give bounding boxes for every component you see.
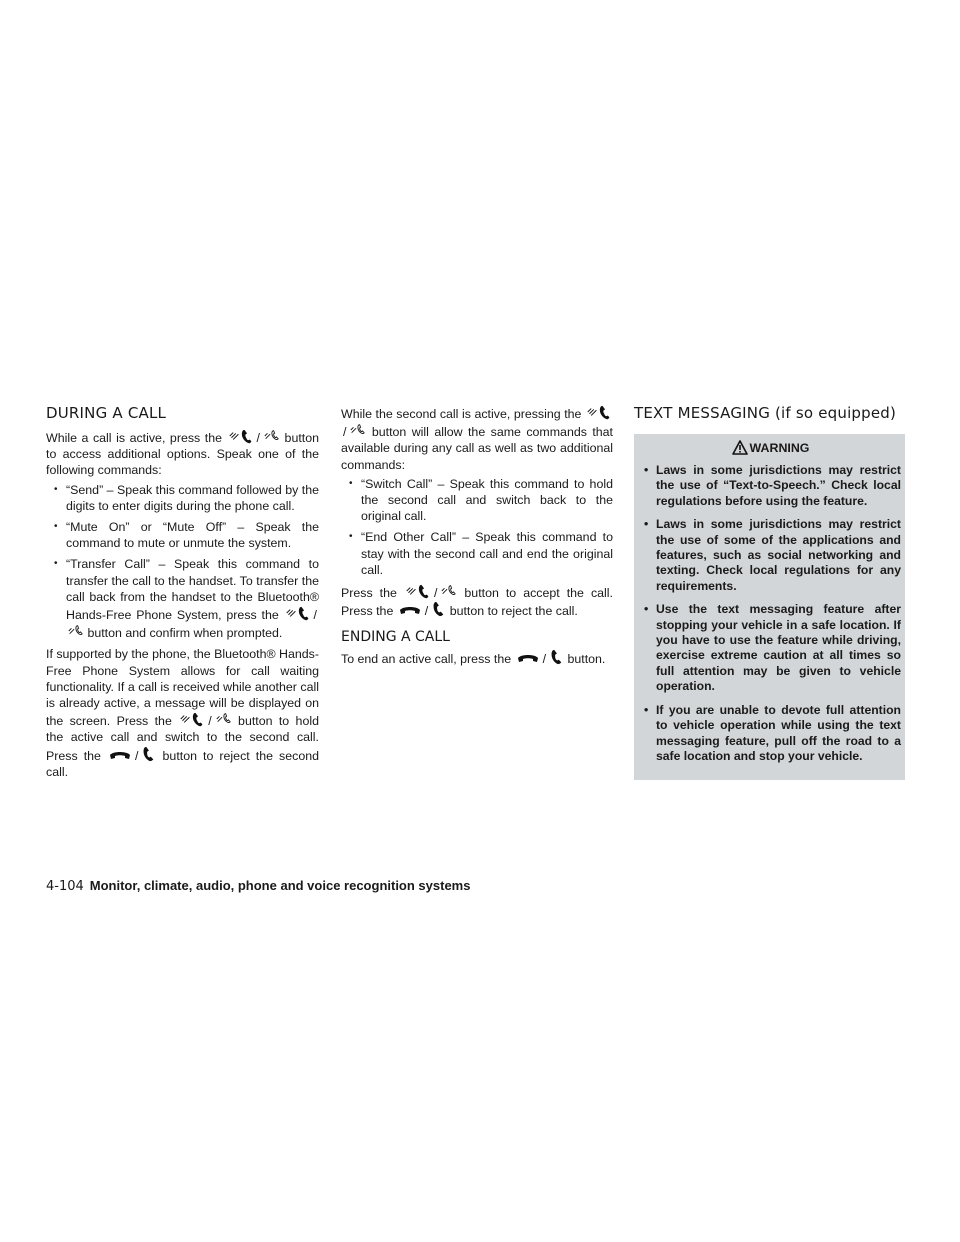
talk-phone-icon: [179, 711, 205, 727]
icon-separator: /: [135, 748, 139, 763]
additional-command-list: [341, 476, 613, 578]
page-number: 4-104: [46, 879, 84, 894]
icon-separator: /: [256, 431, 260, 445]
command-list: [46, 482, 319, 642]
heading-ending-a-call: ENDING A CALL: [341, 629, 450, 646]
list-item: • If you are unable to devote full attention to vehicle operation while using the text messaging feature, pull off the road to a safe location and stop your vehicle.: [640, 703, 901, 765]
column-text-messaging: [634, 404, 905, 780]
talk-small-icon: [440, 583, 456, 599]
talk-small-icon: [263, 428, 279, 444]
heading-text-messaging: TEXT MESSAGING (if so equipped): [634, 404, 897, 422]
phone-icon: [141, 746, 155, 762]
phone-icon: [431, 601, 445, 617]
list-item: • Use the text messaging feature after stopping your vehicle in a safe location. If you have to use the feature while driving, exercise extreme caution at all times so full attention may be given to vehicle operation.: [640, 602, 901, 694]
talk-phone-icon: [586, 404, 612, 420]
list-item: • “Send” – Speak this command followed by the digits to enter digits during the phone call.: [46, 482, 319, 514]
ending-call-paragraph: To end an active call, press the / button.: [341, 649, 613, 667]
icon-separator: /: [208, 714, 212, 729]
page-footer: [46, 878, 470, 894]
phone-icon: [549, 649, 563, 665]
list-item: • “Mute On” or “Mute Off” – Speak the command to mute or unmute the system.: [46, 519, 319, 551]
icon-separator: /: [542, 652, 547, 667]
list-item: • Laws in some jurisdictions may restrict the use of “Text-to-Speech.” Check local regulations before using the feature.: [640, 463, 901, 509]
talk-small-icon: [215, 711, 231, 727]
column-during-call: [46, 404, 319, 783]
warning-box: [634, 434, 905, 780]
talk-phone-icon: [228, 428, 254, 444]
list-item: • Laws in some jurisdictions may restrict the use of some of the applications and features, such as social networking and texting. Check local regulations for any requirements.: [640, 517, 901, 594]
call-waiting-paragraph: If supported by the phone, the Bluetooth® Hands-Free Phone System allows for call waiting functionality. If a call is received while another call is already active, a message will be displayed on the screen. Press the / button to hold the active call and switch to the second call. Press the / button to reject the second call.: [46, 647, 319, 779]
talk-phone-icon: [285, 605, 311, 621]
column-second-call: [341, 404, 613, 671]
chapter-title: Monitor, climate, audio, phone and voice recognition systems: [89, 878, 471, 893]
during-call-intro: While a call is active, press the / button to access additional options. Speak one of the following commands:: [46, 428, 319, 479]
talk-small-icon: [349, 422, 365, 438]
list-item: • “Transfer Call” – Speak this command to transfer the call to the handset. To transfer the call back from the handset to the Bluetooth® Hands-Free Phone System, press the / button and confirm when prompted.: [46, 556, 319, 641]
accept-reject-paragraph: Press the / button to accept the call. Press the / button to reject the call.: [341, 583, 613, 619]
icon-separator: /: [313, 608, 317, 623]
icon-separator: /: [424, 604, 429, 619]
hang-up-icon: [398, 603, 422, 617]
second-call-intro: While the second call is active, pressing the / button will allow the same commands that available during any call as well as two additional commands:: [341, 404, 613, 473]
icon-separator: /: [343, 425, 347, 440]
heading-during-a-call: DURING A CALL: [46, 404, 167, 422]
hang-up-icon: [108, 748, 132, 762]
list-item: • “End Other Call” – Speak this command to stay with the second call and end the original call.: [341, 529, 613, 578]
warning-triangle-icon: [732, 440, 748, 455]
hang-up-icon: [516, 651, 540, 665]
talk-phone-icon: [405, 583, 431, 599]
warning-label: WARNING: [749, 441, 810, 455]
warning-header: [640, 440, 901, 455]
icon-separator: /: [433, 586, 438, 601]
list-item: • “Switch Call” – Speak this command to hold the second call and switch back to the original call.: [341, 476, 613, 525]
talk-small-icon: [67, 623, 83, 639]
warning-list: [640, 463, 901, 764]
